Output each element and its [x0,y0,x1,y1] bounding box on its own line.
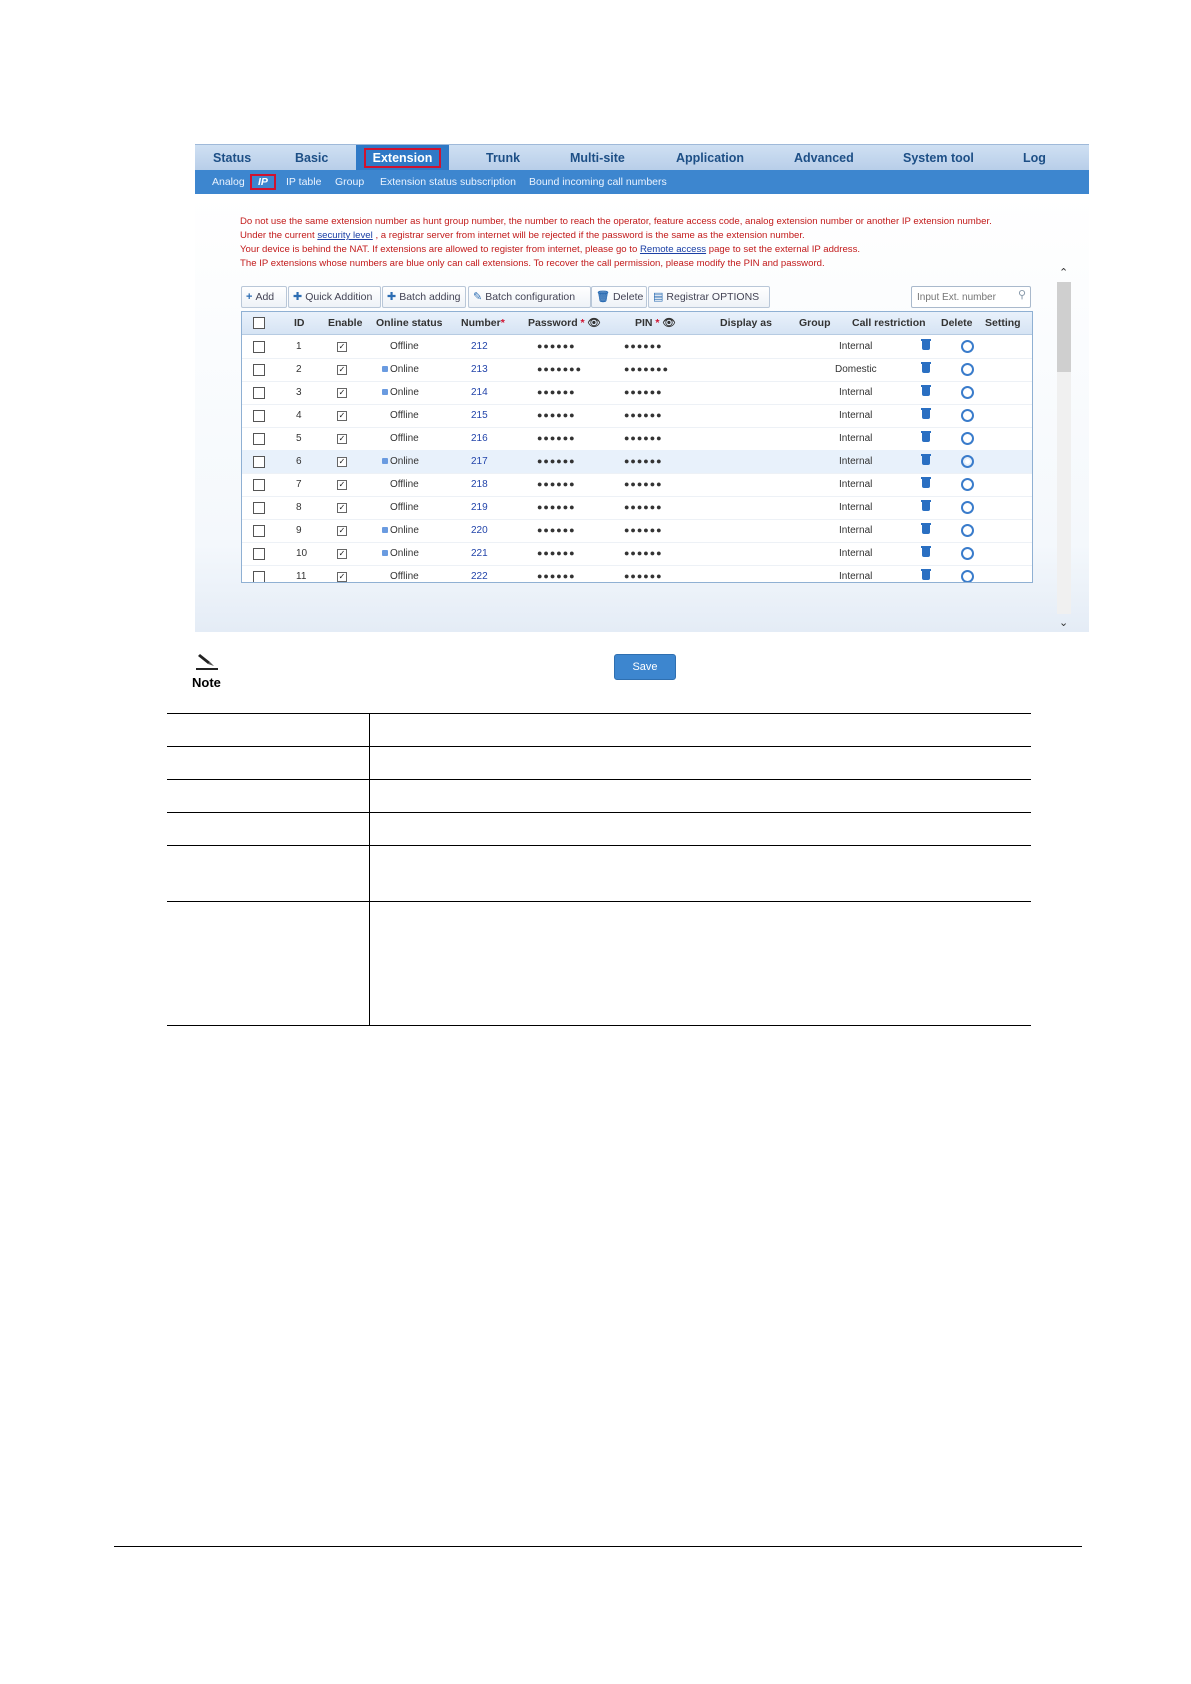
row-select-checkbox[interactable] [253,548,265,560]
enable-checkbox[interactable]: ✓ [338,434,346,443]
online-indicator-icon [382,527,388,533]
setting-gear-icon[interactable] [961,547,974,560]
ip-extension-screenshot [195,144,1089,673]
delete-row-icon[interactable] [922,571,930,580]
nav-basic[interactable]: Basic [295,151,329,165]
row-select-checkbox[interactable] [253,571,265,583]
row-select-checkbox[interactable] [253,502,265,514]
status-text: Offline [390,341,419,352]
cell-online-status [382,335,419,358]
subnav-analog[interactable]: Analog [212,176,245,188]
warning-text: Your device is behind the NAT. If extensions are allowed to register from internet, please go to [240,244,640,255]
table-row[interactable] [242,450,1032,474]
note-label: Note [192,675,221,690]
table-row[interactable] [242,519,1032,543]
save-button[interactable]: Save [614,654,676,680]
setting-gear-icon[interactable] [961,340,974,353]
warning-line [240,229,1040,243]
row-select-checkbox[interactable] [253,341,265,353]
warning-line: The IP extensions whose numbers are blue only can call extensions. To recover the call permission, please modify the PIN and password. [240,258,825,269]
scroll-up-icon[interactable]: ⌃ [1059,267,1069,279]
cell-call-restriction: Internal [839,525,873,536]
delete-row-icon[interactable] [922,364,930,373]
batch-adding-label: Batch adding [399,291,461,303]
row-select-checkbox[interactable] [253,364,265,376]
cell-id: 1 [296,341,302,352]
row-select-checkbox[interactable] [253,479,265,491]
extension-table [241,311,1033,583]
cell-password: ●●●●●● [537,525,576,535]
cell-number[interactable]: 222 [471,571,488,582]
online-indicator-icon [382,550,388,556]
status-text: Offline [390,502,419,513]
batch-configuration-label: Batch configuration [485,291,576,303]
cell-id: 3 [296,387,302,398]
parameter-row [167,812,1031,845]
header-call-restriction: Call restriction [852,317,926,329]
status-text: Online [390,364,419,375]
subnav-ip[interactable] [250,170,276,194]
cell-id: 6 [296,456,302,467]
cell-id: 2 [296,364,302,375]
note-pencil-icon [196,651,220,671]
warning-text: , a registrar server from internet will be rejected if the password is the same as the extension number. [372,230,805,241]
cell-id: 7 [296,479,302,490]
delete-row-icon[interactable] [922,502,930,511]
subnav-group[interactable]: Group [335,176,365,188]
extension-search [911,286,1031,308]
enable-checkbox[interactable]: ✓ [338,549,346,558]
header-display-as: Display as [720,317,772,329]
status-text: Online [390,387,419,398]
header-enable: Enable [328,317,363,329]
parameter-name-cell [167,747,370,779]
setting-gear-icon[interactable] [961,524,974,537]
eye-icon[interactable]: 👁 [587,317,601,329]
table-row[interactable] [242,496,1032,520]
online-indicator-icon [382,366,388,372]
setting-gear-icon[interactable] [961,432,974,445]
vertical-scrollbar[interactable] [1057,264,1071,632]
enable-checkbox[interactable]: ✓ [338,388,346,397]
cell-online-status [382,496,419,519]
warning-line [240,243,1040,257]
table-header [242,312,1032,335]
main-content [195,194,1089,673]
quick-addition-label: Quick Addition [305,291,373,303]
setting-gear-icon[interactable] [961,363,974,376]
scroll-thumb[interactable] [1057,282,1071,372]
cell-number[interactable]: 214 [471,387,488,398]
setting-gear-icon[interactable] [961,501,974,514]
header-pin [635,312,676,334]
subnav-ip-table[interactable]: IP table [286,176,322,188]
select-all-checkbox[interactable] [253,317,265,329]
header-setting: Setting [985,317,1021,329]
cell-number[interactable]: 221 [471,548,488,559]
required-mark: * [500,317,505,329]
row-select-checkbox[interactable] [253,387,265,399]
plus-icon: + [246,291,253,303]
cell-password: ●●●●●● [537,433,576,443]
delete-row-icon[interactable] [922,433,930,442]
delete-button-label: Delete [612,291,644,303]
delete-row-icon[interactable] [922,341,930,350]
parameter-row [167,746,1031,779]
enable-checkbox[interactable]: ✓ [338,503,346,512]
search-icon[interactable]: ⚲ [1017,289,1026,301]
cell-pin: ●●●●●● [624,548,663,558]
status-text: Offline [390,571,419,582]
cell-call-restriction: Internal [839,433,873,444]
parameter-row [167,901,1031,1026]
add-button-label: Add [255,291,275,303]
cell-password: ●●●●●● [537,410,576,420]
nav-status[interactable]: Status [213,151,252,165]
cell-password: ●●●●●● [537,387,576,397]
warning-line: Do not use the same extension number as hunt group number, the number to reach the operator, feature access code, analog extension number or another IP extension number. [240,216,992,227]
nav-multi-site[interactable]: Multi-site [570,151,625,165]
cell-call-restriction: Internal [839,387,873,398]
cell-id: 4 [296,410,302,421]
header-online-status: Online status [376,317,443,329]
header-pin-label: PIN [635,317,653,329]
cell-online-status [382,450,419,473]
table-row[interactable] [242,565,1032,583]
sub-navigation [195,170,1089,194]
cell-password: ●●●●●● [537,548,576,558]
cell-pin: ●●●●●● [624,502,663,512]
header-group: Group [799,317,831,329]
cell-number[interactable]: 216 [471,433,488,444]
required-mark: * [652,317,660,329]
cell-call-restriction: Internal [839,341,873,352]
table-row[interactable] [242,358,1032,382]
cell-number[interactable]: 215 [471,410,488,421]
cell-call-restriction: Internal [839,456,873,467]
subnav-extension-status-subscription[interactable]: Extension status subscription [380,176,516,188]
enable-checkbox[interactable]: ✓ [338,480,346,489]
cell-pin: ●●●●●● [624,456,663,466]
table-row[interactable] [242,381,1032,405]
header-id: ID [294,317,305,329]
enable-checkbox[interactable]: ✓ [338,342,346,351]
online-indicator-icon [382,458,388,464]
cell-number[interactable]: 213 [471,364,488,375]
header-delete: Delete [941,317,973,329]
cell-call-restriction: Internal [839,479,873,490]
batch-add-icon: ✚ [387,291,397,303]
cell-pin: ●●●●●● [624,410,663,420]
delete-button[interactable] [591,286,647,308]
status-text: Offline [390,410,419,421]
nav-trunk[interactable]: Trunk [486,151,521,165]
subnav-ip-label: IP [250,174,276,190]
cell-id: 5 [296,433,302,444]
header-number [461,312,505,334]
subnav-bound-incoming-call-numbers[interactable]: Bound incoming call numbers [529,176,667,188]
enable-checkbox[interactable]: ✓ [338,411,346,420]
setting-gear-icon[interactable] [961,386,974,399]
add-button[interactable] [241,286,287,308]
nav-system-tool[interactable]: System tool [903,151,974,165]
table-row[interactable] [242,542,1032,566]
cell-pin: ●●●●●● [624,571,663,581]
delete-row-icon[interactable] [922,410,930,419]
delete-row-icon[interactable] [922,456,930,465]
cell-call-restriction: Internal [839,548,873,559]
status-text: Online [390,525,419,536]
cell-number[interactable]: 212 [471,341,488,352]
table-row[interactable] [242,427,1032,451]
cell-online-status [382,427,419,450]
parameter-row [167,845,1031,901]
cell-password: ●●●●●● [537,341,576,351]
search-input[interactable] [915,288,1009,308]
warning-text: page to set the external IP address. [706,244,861,255]
cell-id: 11 [296,571,307,582]
setting-gear-icon[interactable] [961,409,974,422]
eye-icon[interactable]: 👁 [662,317,676,329]
quick-addition-button[interactable] [288,286,381,308]
status-text: Offline [390,479,419,490]
header-number-label: Number [461,317,501,329]
nav-advanced[interactable]: Advanced [794,151,854,165]
security-level-link[interactable]: security level [317,230,373,241]
cell-number[interactable]: 220 [471,525,488,536]
required-mark: * [577,317,585,329]
cell-online-status [382,381,419,404]
cell-pin: ●●●●●● [624,387,663,397]
scroll-down-icon[interactable]: ⌄ [1059,617,1069,629]
warning-text: Under the current [240,230,318,241]
cell-pin: ●●●●●● [624,433,663,443]
online-indicator-icon [382,389,388,395]
setting-gear-icon[interactable] [961,478,974,491]
remote-access-link[interactable]: Remote access [639,244,707,255]
cell-online-status [382,542,419,565]
row-select-checkbox[interactable] [253,456,265,468]
row-select-checkbox[interactable] [253,410,265,422]
setting-gear-icon[interactable] [961,455,974,468]
cell-id: 10 [296,548,308,559]
cell-password: ●●●●●●● [537,364,583,374]
parameter-name-cell [167,714,370,746]
cell-online-status [382,473,419,496]
cell-number[interactable]: 218 [471,479,488,490]
parameter-name-cell [167,780,370,812]
cell-call-restriction: Internal [839,410,873,421]
cell-call-restriction: Domestic [835,364,877,375]
table-row[interactable] [242,404,1032,428]
delete-row-icon[interactable] [922,548,930,557]
cell-password: ●●●●●● [537,502,576,512]
cell-call-restriction: Internal [839,502,873,513]
enable-checkbox[interactable]: ✓ [338,572,346,581]
enable-checkbox[interactable]: ✓ [338,457,346,466]
cell-online-status [382,404,419,427]
cell-password: ●●●●●● [537,479,576,489]
warning-messages [240,215,1040,271]
cell-pin: ●●●●●● [624,479,663,489]
parameter-name-cell [167,846,370,901]
status-text: Offline [390,433,419,444]
parameter-table [167,713,1031,1026]
cell-pin: ●●●●●● [624,341,663,351]
row-select-checkbox[interactable] [253,433,265,445]
parameter-row [167,713,1031,746]
trash-icon: 🗑 [596,291,610,303]
registrar-options-label: Registrar OPTIONS [666,291,760,303]
parameter-name-cell [167,902,370,1025]
parameter-name-cell [167,813,370,845]
nav-log[interactable]: Log [1023,151,1046,165]
nav-application[interactable]: Application [676,151,745,165]
enable-checkbox[interactable]: ✓ [338,365,346,374]
cell-online-status [382,358,419,381]
parameter-row [167,779,1031,812]
cell-call-restriction: Internal [839,571,873,582]
cell-number[interactable]: 217 [471,456,488,467]
header-password-label: Password [528,317,578,329]
quick-add-icon: ✚ [293,291,303,303]
cell-id: 8 [296,502,302,513]
status-text: Online [390,456,419,467]
batch-configuration-button[interactable] [468,286,591,308]
table-row[interactable] [242,335,1032,359]
footer-divider [114,1546,1082,1547]
status-text: Online [390,548,419,559]
batch-adding-button[interactable] [382,286,466,308]
table-row[interactable] [242,473,1032,497]
row-select-checkbox[interactable] [253,525,265,537]
cell-online-status [382,565,419,583]
registrar-options-button[interactable] [648,286,770,308]
delete-row-icon[interactable] [922,479,930,488]
enable-checkbox[interactable]: ✓ [338,526,346,535]
cell-pin: ●●●●●●● [624,364,670,374]
cell-password: ●●●●●● [537,571,576,581]
cell-number[interactable]: 219 [471,502,488,513]
list-icon: ▤ [653,291,664,303]
delete-row-icon[interactable] [922,387,930,396]
cell-password: ●●●●●● [537,456,576,466]
delete-row-icon[interactable] [922,525,930,534]
header-password [528,312,601,334]
edit-icon: ✎ [473,291,483,303]
cell-id: 9 [296,525,302,536]
nav-extension-label: Extension [364,148,442,168]
cell-pin: ●●●●●● [624,525,663,535]
setting-gear-icon[interactable] [961,570,974,583]
cell-online-status [382,519,419,542]
nav-extension[interactable] [356,145,449,171]
top-navigation [195,144,1089,171]
